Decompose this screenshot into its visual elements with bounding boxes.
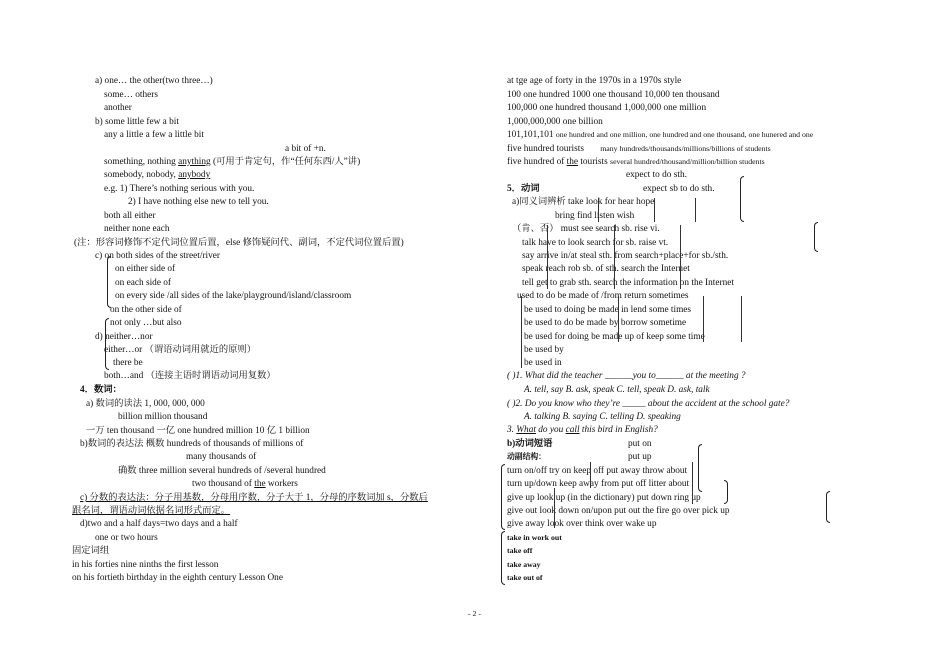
text-line: a) one… the other(two three…): [95, 76, 213, 86]
text-line: 固定词组: [72, 546, 110, 556]
divider: [654, 198, 655, 222]
text-line: put up: [628, 452, 652, 462]
question: 3. What do you call this bird in English?: [507, 425, 658, 435]
brace: [698, 444, 702, 492]
text-line: 跟名词，谓语动词依据名词形式而定。: [72, 506, 231, 516]
text-line: b) some little few a bit: [95, 117, 179, 127]
question: ( )2. Do you know who they’re _____ about the accident at the school gate?: [507, 399, 790, 409]
text-line: c) 分数的表达法：分子用基数，分母用序数，分子大于 1，分母的序数词加 s，分数后: [80, 493, 428, 503]
text-line: both all either: [104, 211, 156, 221]
text-line: say arrive in/at steal sth. from search+place+for sb./sth.: [522, 251, 729, 261]
text-line: in his forties nine ninths the first lesson: [72, 560, 219, 570]
text-line: turn on/off try on keep off put away throw about: [507, 466, 688, 476]
text-line: not only …but also: [110, 318, 182, 328]
text-line: be used in: [524, 358, 562, 368]
text-line: take off: [507, 546, 533, 555]
text-line: on each side of: [115, 278, 172, 288]
text-line: many thousands of: [186, 452, 257, 462]
text-line: some… others: [104, 90, 158, 100]
brace: [107, 256, 111, 308]
text-line: take away: [507, 560, 541, 569]
text-line: b)数词的表达法 概数 hundreds of thousands of millions of: [80, 439, 304, 449]
text-line: somebody, nobody, anybody: [104, 170, 211, 180]
text-line: both…and （连接主语时谓语动词用复数）: [104, 371, 276, 381]
answer-options: A. tell, say B. ask, speak C. tell, speak D. ask, talk: [524, 385, 710, 395]
text-line: be used to do be made by borrow sometime: [524, 318, 687, 328]
text-line: neither none each: [104, 224, 170, 234]
text-line: 动副结构：: [507, 452, 546, 461]
text-line: speak reach rob sb. of sth. search the Internet: [522, 264, 690, 274]
text-line: give up look up (in the dictionary) put down ring up: [507, 493, 701, 503]
brace: [740, 176, 744, 222]
text-line: 100,000 one hundred thousand 1,000,000 one million: [507, 103, 707, 113]
text-line: either…or （谓语动词用就近的原则）: [104, 345, 257, 355]
text-line: give out look down on/upon put out the fire go over pick up: [507, 506, 730, 516]
text-line: one or two hours: [95, 533, 158, 543]
text-line: a)同义词辨析 take look for hear hope: [512, 197, 655, 207]
text-line: bring find listen wish: [555, 211, 635, 221]
text-line: two thousand of the workers: [192, 479, 298, 489]
divider: [521, 296, 522, 368]
text-line: five hundred of the tourists several hundred/thousand/million/billion students: [507, 157, 765, 167]
text-line: on the other side of: [110, 305, 182, 315]
text-line: something, nothing anything (可用于肯定句，作“任何东西/人”讲): [104, 157, 361, 167]
divider: [741, 296, 742, 342]
divider: [598, 198, 599, 222]
text-line: a bit of +n.: [285, 144, 326, 154]
page-number: - 2 -: [468, 609, 481, 618]
text-line: expect sb to do sth.: [643, 184, 715, 194]
text-line: another: [104, 103, 132, 113]
divider: [554, 488, 555, 528]
text-line: be used to doing be made in lend some times: [524, 305, 692, 315]
text-line: 2) I have nothing else new to tell you.: [128, 197, 269, 207]
text-line: at tge age of forty in the 1970s in a 1970s style: [507, 76, 682, 86]
text-line: take out of: [507, 573, 543, 582]
text-line: 确数 three million several hundreds of /several hundred: [118, 466, 326, 476]
text-line: five hundred tourists many hundreds/thousands/millions/billions of students: [507, 144, 771, 154]
brace: [501, 531, 505, 585]
text-line: there be: [113, 358, 143, 368]
divider: [618, 296, 619, 342]
section-heading: 4．数词：: [80, 385, 122, 395]
section-heading: 5．动词: [507, 184, 540, 194]
divider: [590, 462, 591, 488]
text-line: a) 数词的读法 1, 000, 000, 000: [86, 399, 205, 409]
text-line: 一万 ten thousand 一亿 one hundred million 10 亿 1 billion: [86, 426, 310, 436]
brace: [501, 464, 505, 530]
text-line: on his fortieth birthday in the eighth century Lesson One: [72, 573, 283, 583]
divider: [680, 225, 681, 289]
text-line: e.g. 1) There’s nothing serious with you.: [104, 184, 255, 194]
divider: [614, 225, 615, 289]
text-line: （肯、否） must see search sb. rise vi.: [512, 224, 660, 234]
answer-options: A. talking B. saying C. telling D. speaking: [524, 412, 681, 422]
brace: [814, 222, 818, 252]
text-line: c) on both sides of the street/river: [95, 251, 220, 261]
text-line: 100 one hundred 1000 one thousand 10,000 ten thousand: [507, 90, 720, 100]
text-line: on every side /all sides of the lake/playground/island/classroom: [115, 291, 352, 301]
text-line: 101,101,101 one hundred and one million, one hundred and one thousand, one hunered and one: [507, 130, 814, 140]
text-line: be used for doing be made up of keep some time: [524, 332, 705, 342]
text-line: take in work out: [507, 533, 562, 542]
text-line: be used by: [524, 345, 564, 355]
text-line: d)two and a half days=two days and a half: [80, 519, 238, 529]
text-line: 1,000,000,000 one billion: [507, 117, 603, 127]
divider: [547, 225, 548, 289]
brace: [826, 491, 830, 523]
text-line: tell get to grab sth. search the information on the Internet: [522, 278, 734, 288]
text-line: b)动词短语: [507, 439, 553, 449]
text-line: turn up/down keep away from put off litter about: [507, 479, 690, 489]
text-line: billion million thousand: [118, 412, 208, 422]
divider: [695, 198, 696, 222]
text-line: expect to do sth.: [626, 170, 687, 180]
text-line: d) neither…nor: [95, 332, 153, 342]
text-line: used to do be made of /from return sometimes: [517, 291, 689, 301]
text-line: put on: [628, 439, 652, 449]
divider: [692, 462, 693, 504]
divider: [703, 296, 704, 342]
text-line: (注：形容词修饰不定代词位置后置，else 修饰疑问代、副词，不定代词位置后置): [74, 238, 404, 248]
text-line: give away look over think over wake up: [507, 519, 657, 529]
text-line: on either side of: [115, 264, 176, 274]
text-line: any a little a few a little bit: [104, 130, 204, 140]
text-line: talk have to look search for sb. raise vt.: [522, 238, 669, 248]
question: ( )1. What did the teacher ______you to______ at the meeting ?: [507, 371, 746, 381]
brace: [724, 480, 728, 504]
